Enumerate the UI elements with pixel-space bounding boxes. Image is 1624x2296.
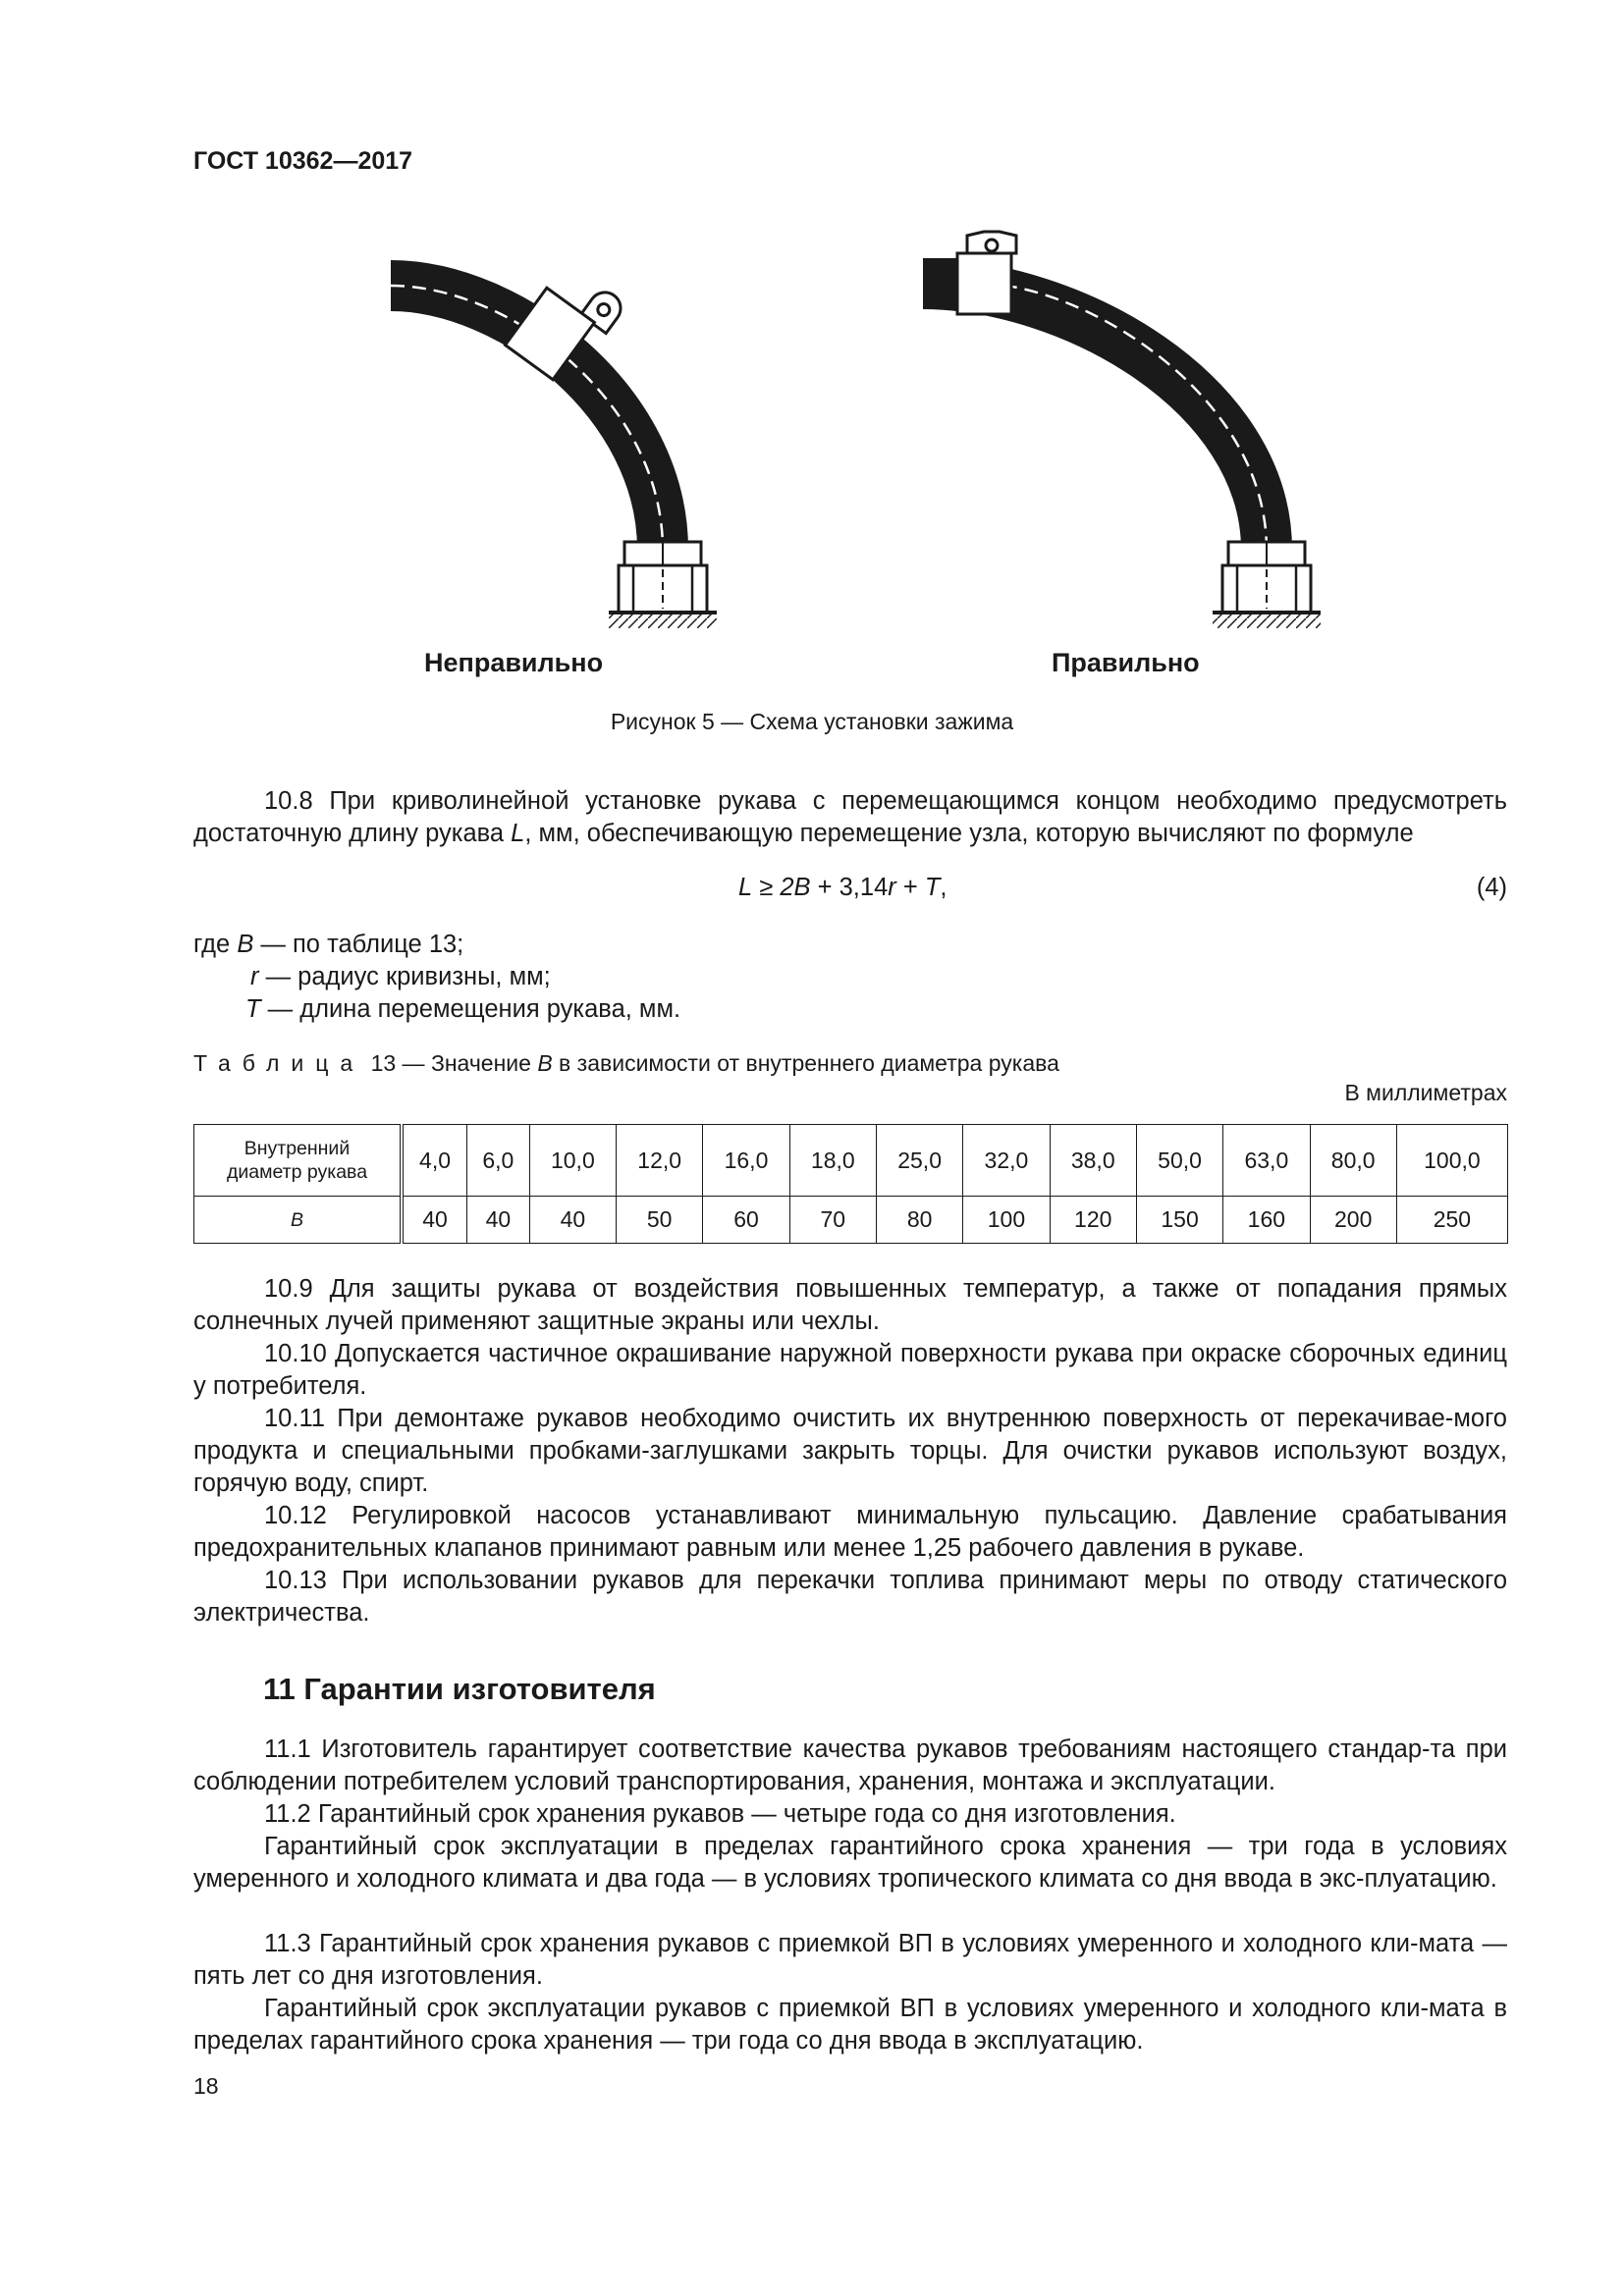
table-cell: 18,0 [789, 1125, 876, 1197]
table-row-b [194, 1197, 1508, 1244]
table-cell: 40 [467, 1197, 530, 1244]
where-line-t: T — длина перемещения рукава, мм. [245, 995, 681, 1023]
paragraph-11-2: 11.2 Гарантийный срок хранения рукавов — четыре года со дня изготовления. [264, 1800, 1176, 1828]
table-header-diameter: Внутренний диаметр рукава [194, 1125, 403, 1197]
table-cell: 16,0 [703, 1125, 789, 1197]
figure-5-clamp-diagram [0, 0, 1624, 687]
table-cell: 160 [1223, 1197, 1310, 1244]
paragraph-10-12: 10.12 Регулировкой насосов устанавливают минимальную пульсацию. Давление срабатывания предохранительных клапанов принимают равным или менее 1,25 рабочего давления в рукаве. [193, 1502, 1507, 1562]
table-cell: 80,0 [1310, 1125, 1396, 1197]
formula-number: (4) [1476, 874, 1507, 901]
paragraph-10-11: 10.11 При демонтаже рукавов необходимо очистить их внутреннюю поверхность от перекачивае-мого продукта и специальными пробками-заглушками закрыть торцы. Для очистки рукавов используют воздух, горячую воду, спирт. [193, 1405, 1507, 1497]
table-cell: 60 [703, 1197, 789, 1244]
paragraph-11-2-warranty: Гарантийный срок эксплуатации в пределах гарантийного срока хранения — три года в условиях умеренного и холодного климата и два года — в условиях тропического климата со дня ввода в экс-плуатацию. [193, 1833, 1507, 1893]
table-cell: 38,0 [1050, 1125, 1136, 1197]
table-cell: 80 [876, 1197, 962, 1244]
table-cell: 50 [617, 1197, 703, 1244]
where-line-b: где B — по таблице 13; [193, 931, 464, 958]
correct-installation-drawing [923, 232, 1321, 628]
label-correct: Правильно [1052, 648, 1200, 677]
page-number: 18 [193, 2073, 219, 2099]
table-cell: 6,0 [467, 1125, 530, 1197]
paragraph-10-13: 10.13 При использовании рукавов для перекачки топлива принимают меры по отводу статического электричества. [193, 1567, 1507, 1627]
table-cell: 120 [1050, 1197, 1136, 1244]
table-13 [193, 1124, 1508, 1244]
table-cell: 250 [1396, 1197, 1507, 1244]
table-cell: 4,0 [402, 1125, 467, 1197]
paragraph-10-9: 10.9 Для защиты рукава от воздействия повышенных температур, а также от попадания прямых солнечных лучей применяют защитные экраны или чехлы. [193, 1275, 1507, 1335]
paragraph-10-8: 10.8 При криволинейной установке рукава с перемещающимся концом необходимо предусмотреть достаточную длину рукава L, мм, обеспечивающую перемещение узла, которую вычисляют по формуле [193, 787, 1507, 847]
table-cell: 12,0 [617, 1125, 703, 1197]
table-cell: 63,0 [1223, 1125, 1310, 1197]
table-cell: 200 [1310, 1197, 1396, 1244]
document-header: ГОСТ 10362—2017 [193, 147, 413, 175]
table-cell: 150 [1136, 1197, 1222, 1244]
table-cell: 70 [789, 1197, 876, 1244]
paragraph-11-3: 11.3 Гарантийный срок хранения рукавов с приемкой ВП в условиях умеренного и холодного кли-мата — пять лет со дня изготовления. [193, 1930, 1507, 1990]
table-cell: 50,0 [1136, 1125, 1222, 1197]
table-cell: 32,0 [963, 1125, 1050, 1197]
table-cell: 100 [963, 1197, 1050, 1244]
paragraph-11-3-warranty: Гарантийный срок эксплуатации рукавов с приемкой ВП в условиях умеренного и холодного кли-мата в пределах гарантийного срока хранения — три года со дня ввода в эксплуатацию. [193, 1995, 1507, 2055]
table-cell: 40 [402, 1197, 467, 1244]
where-line-r: r — радиус кривизны, мм; [250, 963, 551, 990]
paragraph-11-1: 11.1 Изготовитель гарантирует соответствие качества рукавов требованиям настоящего стандар-та при соблюдении потребителем условий транспортирования, хранения, монтажа и эксплуатации. [193, 1735, 1507, 1795]
figure-caption: Рисунок 5 — Схема установки зажима [610, 709, 1014, 734]
table-cell: 10,0 [529, 1125, 616, 1197]
table-13-units: В миллиметрах [1344, 1080, 1507, 1105]
incorrect-installation-drawing [391, 261, 717, 628]
formula-4: L ≥ 2B + 3,14r + T, [738, 874, 947, 901]
table-cell: 40 [529, 1197, 616, 1244]
paragraph-10-10: 10.10 Допускается частичное окрашивание наружной поверхности рукава при окраске сборочных единиц у потребителя. [193, 1340, 1507, 1400]
section-11-title: 11 Гарантии изготовителя [263, 1672, 656, 1706]
label-incorrect: Неправильно [424, 648, 604, 677]
table-13-caption: Таблица 13 — Значение B в зависимости от внутреннего диаметра рукава [193, 1050, 1059, 1076]
table-cell: 100,0 [1396, 1125, 1507, 1197]
table-row-diameter [194, 1125, 1508, 1197]
table-header-b: B [194, 1197, 403, 1244]
table-cell: 25,0 [876, 1125, 962, 1197]
